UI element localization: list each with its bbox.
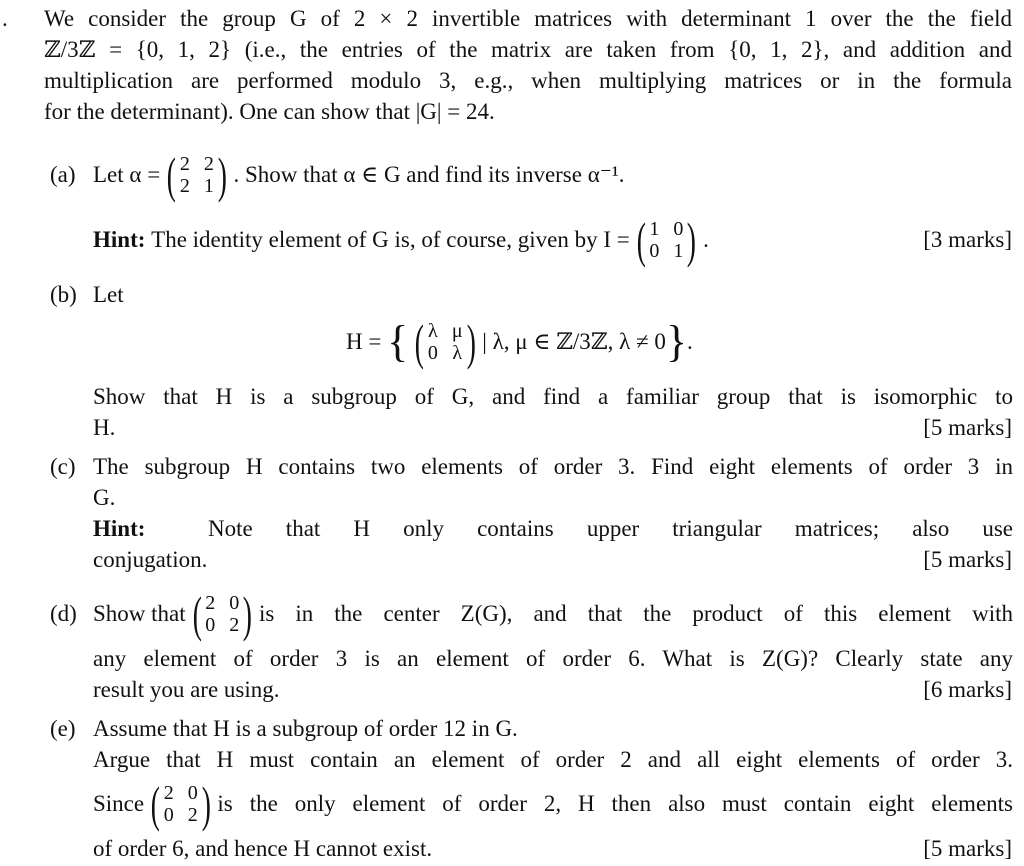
part-d-line-2: any element of order 3 is an element of order 6. What is Z(G)? Clearly state any (93, 646, 1013, 671)
identity-matrix: ( 1 0 0 1 ) (636, 212, 697, 268)
part-c-hint-line-2: conjugation. (93, 547, 208, 572)
part-c-line-1: The subgroup H contains two elements of order 3. Find eight elements of order 3 in (93, 454, 1013, 479)
hint-label: Hint: (93, 227, 146, 252)
matrix-entry: 0 (187, 782, 198, 804)
matrix-entry: 2 (163, 782, 174, 804)
matrix-entry: 0 (673, 218, 684, 240)
h-condition: | λ, μ ∈ ℤ/3ℤ, λ ≠ 0 (482, 329, 666, 354)
part-c-marks: [5 marks] (923, 547, 1012, 572)
matrix-entry: 1 (673, 240, 684, 262)
part-d-pre: Show that (93, 601, 186, 626)
part-b-let: Let (93, 282, 124, 307)
matrix-entry: 2 (187, 804, 198, 826)
part-c-hint-line-1: Note that H only contains upper triangular matrices; also use (208, 516, 1013, 541)
part-e-line-2: Argue that H must contain an element of order 2 and all eight elements of order 3. (93, 747, 1013, 772)
part-a-label: (a) (50, 162, 76, 187)
part-b-line-2: H. (93, 415, 116, 440)
matrix-entry: 2 (229, 614, 240, 636)
matrix-entry: 2 (179, 153, 190, 175)
matrix-entry: 1 (649, 218, 660, 240)
part-a-pre: Let α = (93, 162, 161, 187)
part-c-hint (93, 514, 1013, 544)
part-a-hint-text: The identity element of G is, of course, given by I = (151, 227, 630, 252)
matrix-entry: 0 (163, 804, 174, 826)
matrix-entry: 2 (179, 175, 190, 197)
set-H-definition: H = { ( λ μ 0 λ ) | λ, μ ∈ ℤ/3ℤ, λ ≠ 0 } . (346, 314, 693, 370)
part-e-since (93, 776, 1013, 832)
part-b-label: (b) (50, 282, 77, 307)
hint-label: Hint: (93, 516, 146, 541)
intro-line-4: for the determinant). One can show that |G| = 24. (44, 99, 495, 124)
intro-line-2: ℤ/3ℤ = {0, 1, 2} (i.e., the entries of the matrix are taken from {0, 1, 2}, and addition and (44, 37, 1012, 62)
part-e-line-4: of order 6, and hence H cannot exist. (93, 836, 433, 861)
intro-line-3: multiplication are performed modulo 3, e.g., when multiplying matrices or in the formula (44, 68, 1012, 93)
matrix-entry: λ (452, 342, 463, 364)
part-d-statement (93, 586, 1013, 642)
part-a-marks: [3 marks] (923, 227, 1012, 252)
part-e-since-post: is the only element of order 2, H then also must contain eight elements (217, 791, 1013, 816)
part-b-marks: [5 marks] (923, 415, 1012, 440)
matrix-entry: 2 (205, 592, 216, 614)
part-a-post: . Show that α ∈ G and find its inverse α⁻¹. (233, 162, 625, 187)
part-a-statement (93, 147, 625, 203)
matrix-entry: 0 (427, 342, 438, 364)
h-equals: H = (346, 329, 382, 354)
h-end: . (687, 329, 693, 354)
part-a-hint-end: . (703, 227, 709, 252)
part-d-marks: [6 marks] (923, 677, 1012, 702)
part-e-line-1: Assume that H is a subgroup of order 12 in G. (93, 716, 518, 741)
matrix-entry: 0 (205, 614, 216, 636)
part-e-since-pre: Since (93, 791, 145, 816)
part-b-line-1: Show that H is a subgroup of G, and find a familiar group that is isomorphic to (93, 384, 1013, 409)
bullet: . (2, 6, 8, 31)
matrix-entry: 2 (203, 153, 214, 175)
part-d-label: (d) (50, 601, 77, 626)
part-a-hint (93, 212, 709, 268)
part-e-label: (e) (50, 716, 76, 741)
h-matrix: ( λ μ 0 λ ) (414, 314, 476, 370)
matrix-entry: 1 (203, 175, 214, 197)
matrix-entry: λ (428, 320, 438, 342)
part-c-label: (c) (50, 454, 76, 479)
matrix-entry: μ (451, 320, 463, 342)
alpha-matrix: ( 2 2 2 1 ) (166, 147, 227, 203)
part-e-marks: [5 marks] (923, 836, 1012, 861)
scalar-matrix: ( 2 0 0 2 ) (192, 586, 253, 642)
part-d-post: is in the center Z(G), and that the product of this element with (258, 601, 1013, 626)
matrix-entry: 0 (649, 240, 660, 262)
part-c-line-2: G. (93, 485, 116, 510)
order-2-matrix: ( 2 0 0 2 ) (150, 776, 211, 832)
intro-line-1: We consider the group G of 2 × 2 invertible matrices with determinant 1 over the the field (44, 6, 1012, 31)
part-d-line-3: result you are using. (93, 677, 280, 702)
matrix-entry: 0 (229, 592, 240, 614)
